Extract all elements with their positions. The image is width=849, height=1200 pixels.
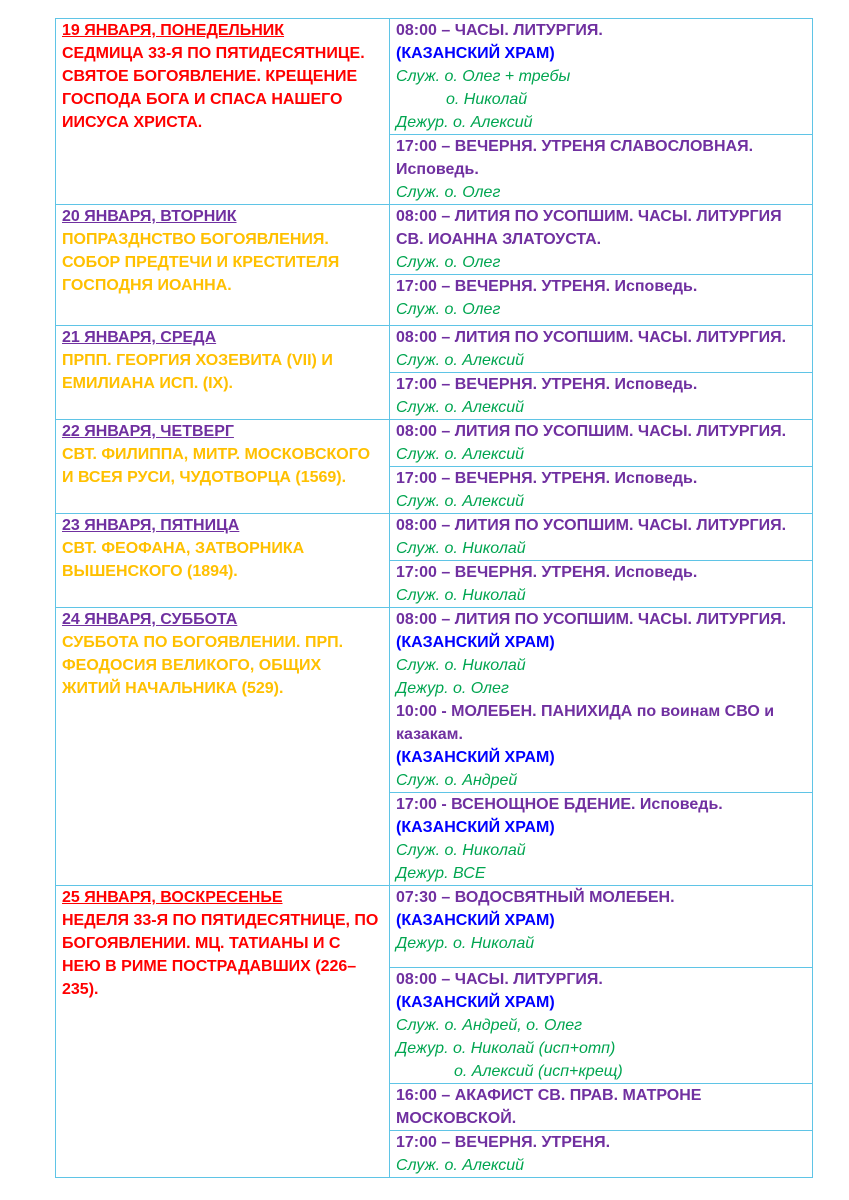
clergy-line: Дежур. о. Олег xyxy=(396,680,509,697)
service-title: 10:00 - МОЛЕБЕН. ПАНИХИДА по воинам СВО и казакам. xyxy=(396,703,775,743)
clergy-line: Служ. о. Алексий xyxy=(396,1157,525,1174)
service-title: 17:00 - ВСЕНОЩНОЕ БДЕНИЕ. Исповедь. xyxy=(396,796,723,813)
service-title: 17:00 – ВЕЧЕРНЯ. УТРЕНЯ. Исповедь. xyxy=(396,278,698,295)
church-name: (КАЗАНСКИЙ ХРАМ) xyxy=(396,749,555,766)
service-title: 17:00 – ВЕЧЕРНЯ. УТРЕНЯ. xyxy=(396,1134,611,1151)
service-title: 08:00 – ЛИТИЯ ПО УСОПШИМ. ЧАСЫ. ЛИТУРГИЯ. xyxy=(396,329,787,346)
clergy-line: Служ. о. Николай xyxy=(396,842,526,859)
clergy-line: Дежур. о. Николай xyxy=(396,935,535,952)
service-cell xyxy=(390,608,813,793)
clergy-line: Служ. о. Алексий xyxy=(396,399,525,416)
table-row xyxy=(56,514,813,561)
service-cell xyxy=(390,135,813,205)
church-name: (КАЗАНСКИЙ ХРАМ) xyxy=(396,45,555,62)
clergy-line: Дежур. ВСЕ xyxy=(396,865,486,882)
day-date: 19 ЯНВАРЯ, ПОНЕДЕЛЬНИК xyxy=(62,22,285,39)
day-cell xyxy=(56,886,390,1178)
day-description: СЕДМИЦА 33-Я ПО ПЯТИДЕСЯТНИЦЕ. СВЯТОЕ БОГОЯВЛЕНИЕ. КРЕЩЕНИЕ ГОСПОДА БОГА И СПАСА НАШЕГО ИИСУСА ХРИСТА. xyxy=(62,45,365,131)
service-cell xyxy=(390,1131,813,1178)
service-title: 17:00 – ВЕЧЕРНЯ. УТРЕНЯ. Исповедь. xyxy=(396,376,698,393)
church-name: (КАЗАНСКИЙ ХРАМ) xyxy=(396,819,555,836)
day-cell xyxy=(56,326,390,420)
service-cell xyxy=(390,420,813,467)
day-date: 20 ЯНВАРЯ, ВТОРНИК xyxy=(62,208,237,225)
service-title: 08:00 – ЧАСЫ. ЛИТУРГИЯ. xyxy=(396,22,603,39)
day-description: НЕДЕЛЯ 33-Я ПО ПЯТИДЕСЯТНИЦЕ, ПО БОГОЯВЛЕНИИ. МЦ. ТАТИАНЫ И С НЕЮ В РИМЕ ПОСТРАДАВШИХ (226–235). xyxy=(62,912,379,998)
day-description: ПРПП. ГЕОРГИЯ ХОЗЕВИТА (VII) И ЕМИЛИАНА ИСП. (IX). xyxy=(62,352,333,392)
clergy-line: Служ. о. Николай xyxy=(396,587,526,604)
day-description: ПОПРАЗДНСТВО БОГОЯВЛЕНИЯ. СОБОР ПРЕДТЕЧИ И КРЕСТИТЕЛЯ ГОСПОДНЯ ИОАННА. xyxy=(62,231,340,294)
service-title: 17:00 – ВЕЧЕРНЯ. УТРЕНЯ. Исповедь. xyxy=(396,564,698,581)
service-cell xyxy=(390,275,813,326)
service-cell xyxy=(390,793,813,886)
clergy-line: Служ. о. Олег xyxy=(396,184,501,201)
service-cell xyxy=(390,968,813,1084)
table-row xyxy=(56,420,813,467)
clergy-line: Служ. о. Алексий xyxy=(396,493,525,510)
church-name: (КАЗАНСКИЙ ХРАМ) xyxy=(396,912,555,929)
church-name: (КАЗАНСКИЙ ХРАМ) xyxy=(396,994,555,1011)
service-title: 08:00 – ЛИТИЯ ПО УСОПШИМ. ЧАСЫ. ЛИТУРГИЯ. xyxy=(396,517,787,534)
clergy-line: о. Николай xyxy=(446,91,528,108)
service-title: 08:00 – ЛИТИЯ ПО УСОПШИМ. ЧАСЫ. ЛИТУРГИЯ СВ. ИОАННА ЗЛАТОУСТА. xyxy=(396,208,782,248)
schedule-table xyxy=(55,18,813,1178)
table-row xyxy=(56,205,813,275)
day-cell xyxy=(56,420,390,514)
day-cell xyxy=(56,19,390,205)
table-row xyxy=(56,608,813,793)
clergy-line: Служ. о. Алексий xyxy=(396,446,525,463)
church-name: (КАЗАНСКИЙ ХРАМ) xyxy=(396,634,555,651)
clergy-line: Служ. о. Андрей, о. Олег xyxy=(396,1017,583,1034)
day-cell xyxy=(56,514,390,608)
service-title: 17:00 – ВЕЧЕРНЯ. УТРЕНЯ. Исповедь. xyxy=(396,470,698,487)
service-cell xyxy=(390,205,813,275)
service-cell xyxy=(390,561,813,608)
day-description: СВТ. ФЕОФАНА, ЗАТВОРНИКА ВЫШЕНСКОГО (1894). xyxy=(62,540,305,580)
clergy-line: Служ. о. Николай xyxy=(396,657,526,674)
clergy-line: Служ. о. Николай xyxy=(396,540,526,557)
day-date: 22 ЯНВАРЯ, ЧЕТВЕРГ xyxy=(62,423,234,440)
service-cell xyxy=(390,467,813,514)
day-date: 21 ЯНВАРЯ, СРЕДА xyxy=(62,329,217,346)
clergy-line: Дежур. о. Алексий xyxy=(396,114,533,131)
service-title: 17:00 – ВЕЧЕРНЯ. УТРЕНЯ СЛАВОСЛОВНАЯ. Исповедь. xyxy=(396,138,754,178)
day-date: 23 ЯНВАРЯ, ПЯТНИЦА xyxy=(62,517,240,534)
clergy-line: Служ. о. Олег + требы xyxy=(396,68,571,85)
table-row xyxy=(56,326,813,373)
service-title: 16:00 – АКАФИСТ СВ. ПРАВ. МАТРОНЕ МОСКОВСКОЙ. xyxy=(396,1087,702,1127)
service-cell xyxy=(390,19,813,135)
clergy-line: Служ. о. Олег xyxy=(396,301,501,318)
day-date: 25 ЯНВАРЯ, ВОСКРЕСЕНЬЕ xyxy=(62,889,283,906)
clergy-line: о. Алексий (исп+крещ) xyxy=(454,1063,623,1080)
day-cell xyxy=(56,205,390,326)
day-date: 24 ЯНВАРЯ, СУББОТА xyxy=(62,611,238,628)
table-row xyxy=(56,886,813,968)
service-cell xyxy=(390,326,813,373)
day-cell xyxy=(56,608,390,886)
service-cell xyxy=(390,886,813,968)
service-cell xyxy=(390,514,813,561)
service-title: 07:30 – ВОДОСВЯТНЫЙ МОЛЕБЕН. xyxy=(396,889,675,906)
day-description: СВТ. ФИЛИППА, МИТР. МОСКОВСКОГО И ВСЕЯ РУСИ, ЧУДОТВОРЦА (1569). xyxy=(62,446,371,486)
clergy-line: Служ. о. Олег xyxy=(396,254,501,271)
service-cell xyxy=(390,1084,813,1131)
day-description: СУББОТА ПО БОГОЯВЛЕНИИ. ПРП. ФЕОДОСИЯ ВЕЛИКОГО, ОБЩИХ ЖИТИЙ НАЧАЛЬНИКА (529). xyxy=(62,634,344,697)
service-cell xyxy=(390,373,813,420)
clergy-line: Служ. о. Алексий xyxy=(396,352,525,369)
service-title: 08:00 – ЛИТИЯ ПО УСОПШИМ. ЧАСЫ. ЛИТУРГИЯ. xyxy=(396,423,787,440)
service-title: 08:00 – ЛИТИЯ ПО УСОПШИМ. ЧАСЫ. ЛИТУРГИЯ. xyxy=(396,611,787,628)
service-title: 08:00 – ЧАСЫ. ЛИТУРГИЯ. xyxy=(396,971,603,988)
clergy-line: Дежур. о. Николай (исп+отп) xyxy=(396,1040,616,1057)
table-row xyxy=(56,19,813,135)
clergy-line: Служ. о. Андрей xyxy=(396,772,518,789)
